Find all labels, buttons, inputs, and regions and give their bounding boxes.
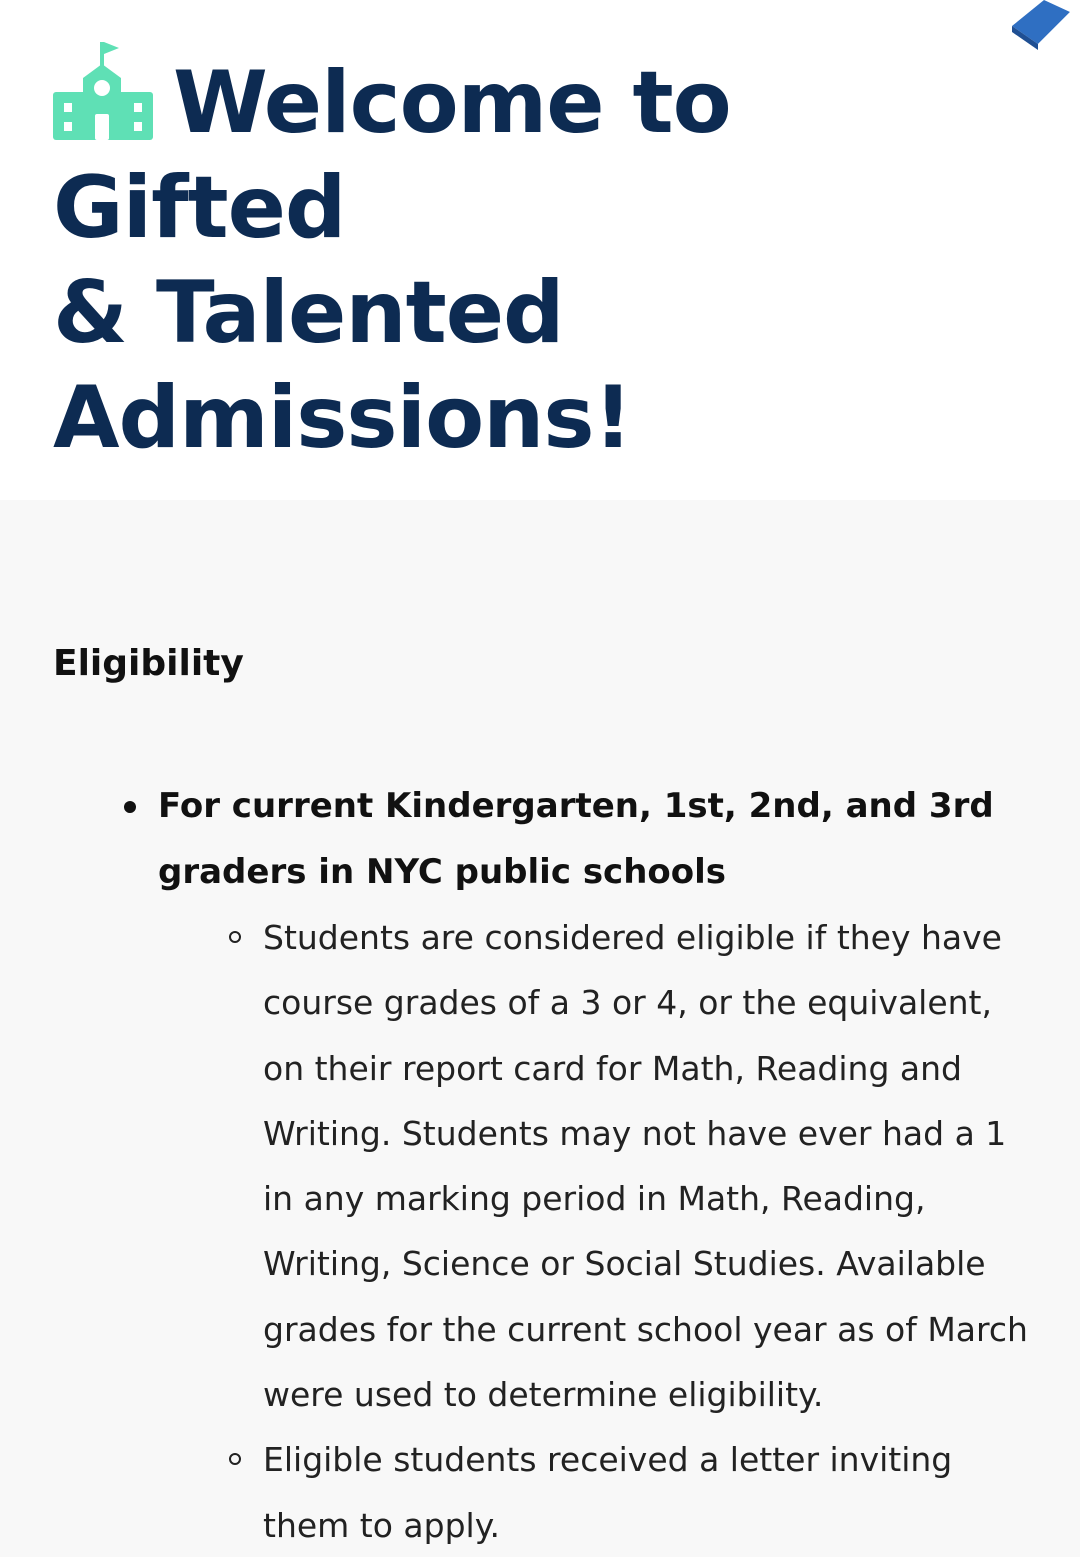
sub-list-item xyxy=(0,1427,1080,1558)
sub-list-item xyxy=(0,905,1080,1427)
hero-header xyxy=(0,0,1080,500)
sub-list xyxy=(0,905,1080,1558)
page-title xyxy=(53,40,1013,471)
title-line-2: & Talented xyxy=(53,263,564,363)
circle-bullet-icon xyxy=(229,931,241,943)
eligibility-list xyxy=(0,773,1080,1558)
bullet-text: For current Kindergarten, 1st, 2nd, and 3rd graders in NYC public schools xyxy=(158,786,994,892)
bullet-icon xyxy=(124,801,136,813)
eligibility-heading: Eligibility xyxy=(53,643,244,684)
title-line-3: Admissions! xyxy=(53,368,632,468)
title-line-1: Welcome to Gifted xyxy=(53,53,731,258)
sub-item-text: Eligible students received a letter inviting them to apply. xyxy=(263,1440,953,1545)
eligibility-section xyxy=(0,500,1080,1557)
sub-item-text: Students are considered eligible if they have course grades of a 3 or 4, or the equivalent, on their report card for Math, Reading and Writing. Students may not have ever had a 1 in any marking period in Math, Reading, Writing, Science or Social Studies. Available grades for the current school year as of March were used to determine eligibility. xyxy=(263,918,1028,1415)
list-item xyxy=(0,773,1080,905)
circle-bullet-icon xyxy=(229,1453,241,1465)
book-icon xyxy=(1004,0,1074,54)
school-icon xyxy=(53,40,153,140)
